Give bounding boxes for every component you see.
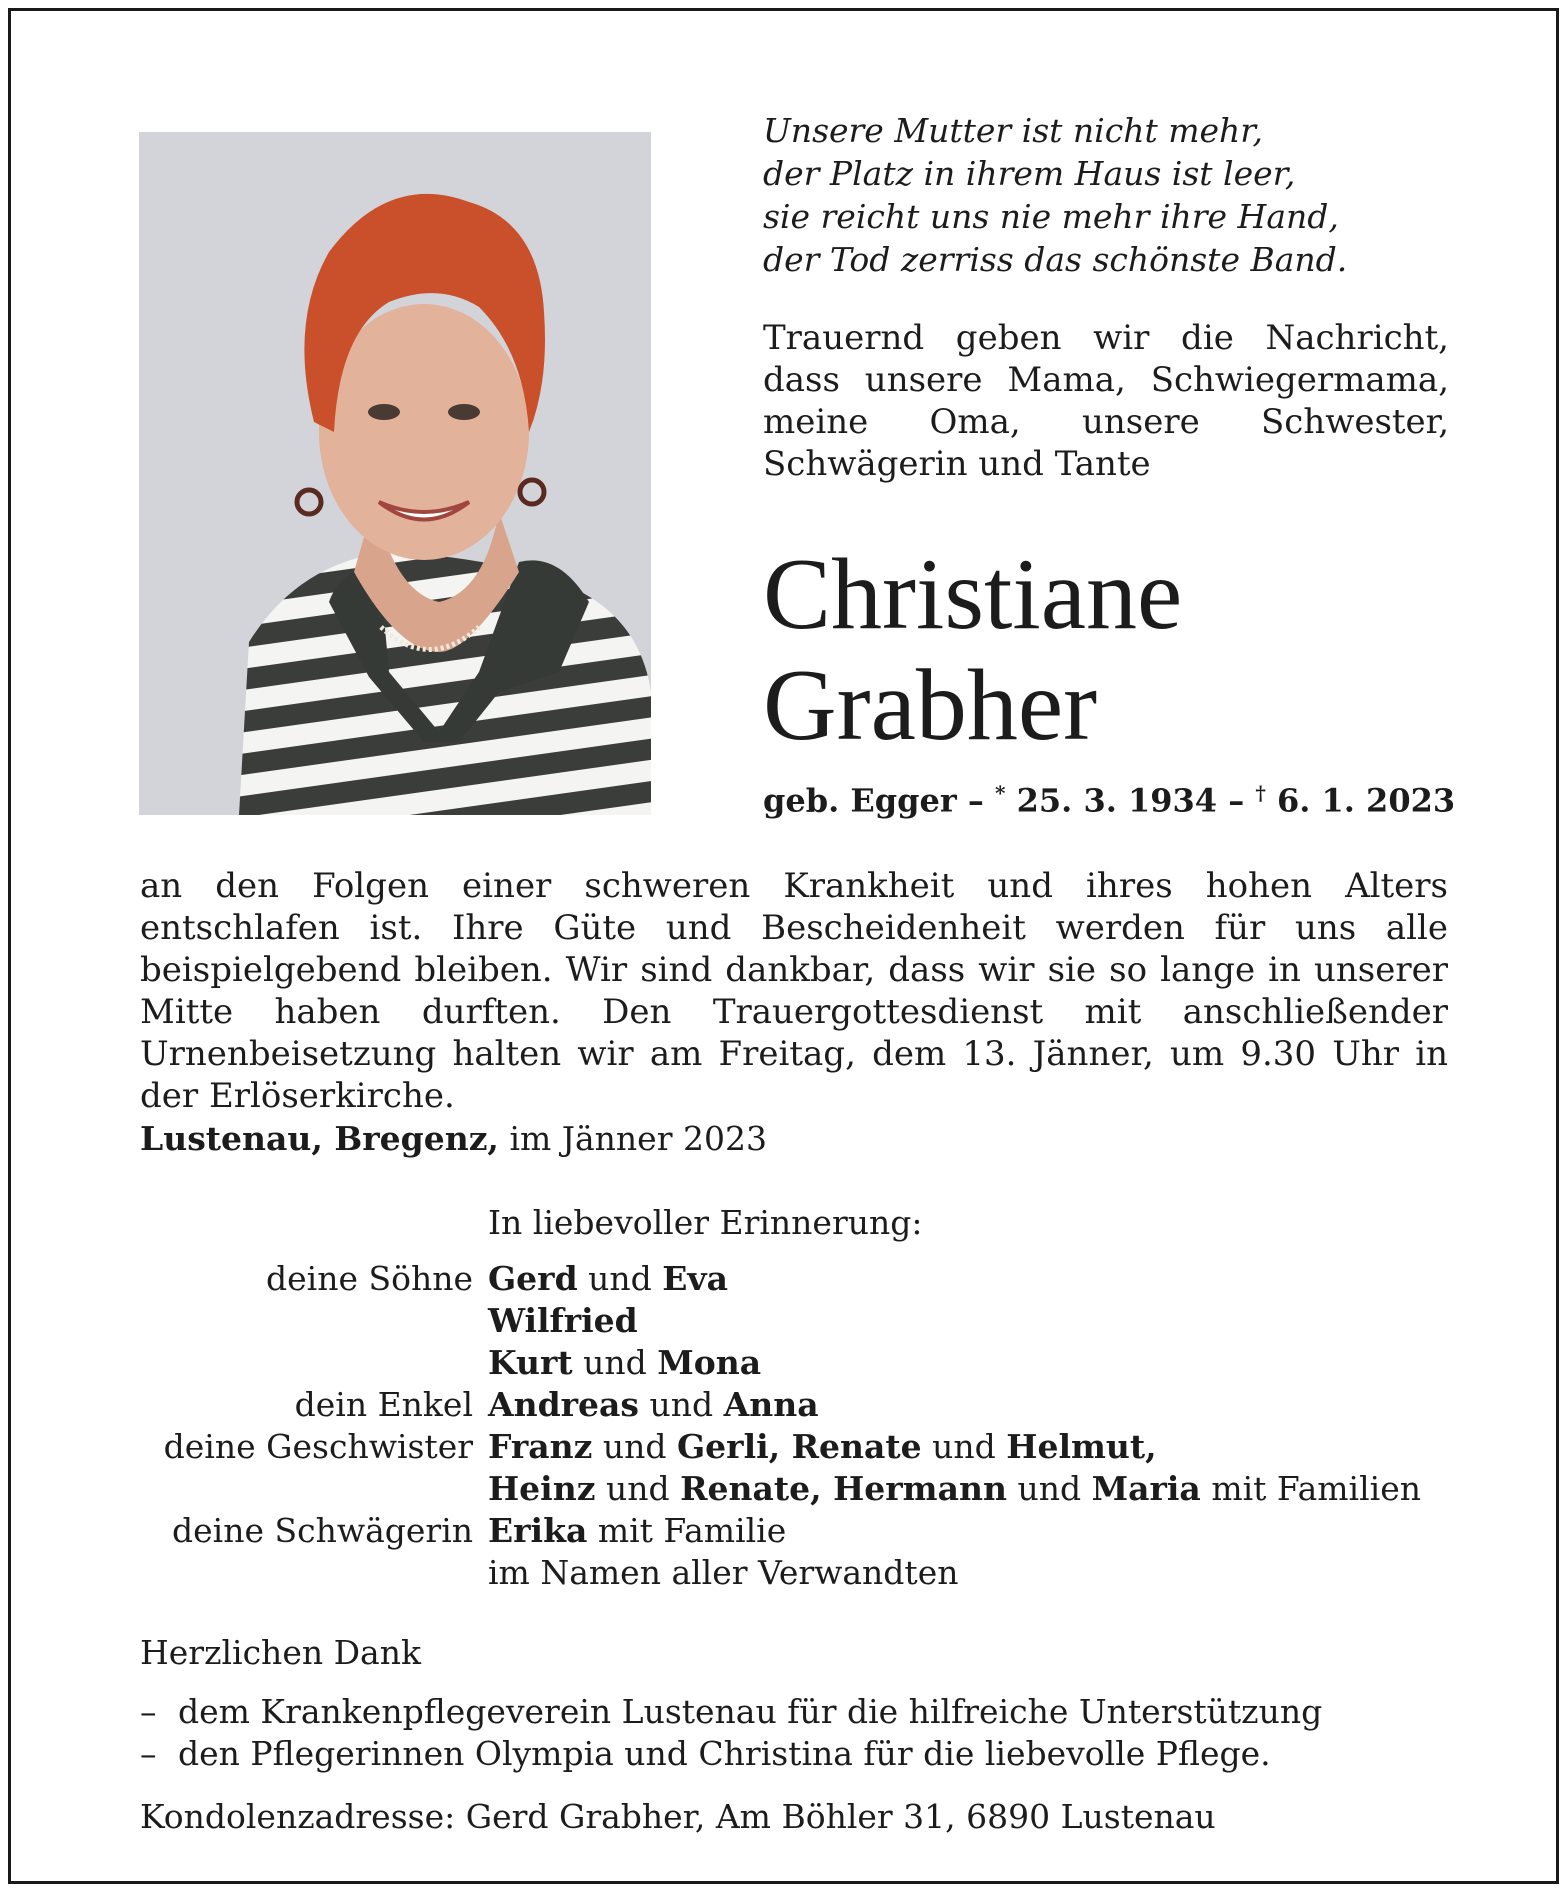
thanks-item [140, 1733, 1440, 1775]
family-names [488, 1426, 1157, 1468]
conjunction: und [1017, 1469, 1082, 1508]
name: Heinz [488, 1469, 596, 1508]
family-row [140, 1426, 1460, 1468]
name: Helmut, [1006, 1427, 1157, 1466]
family-label [140, 1468, 473, 1510]
family-label [140, 1300, 473, 1342]
poem-line: sie reicht uns nie mehr ihre Hand, [763, 197, 1339, 236]
name: Anna [723, 1385, 819, 1424]
conjunction: und [649, 1385, 714, 1424]
poem-line: Unsere Mutter ist nicht mehr, [763, 111, 1263, 150]
name: Erika [488, 1511, 588, 1550]
poem-line: der Platz in ihrem Haus ist leer, [763, 154, 1296, 193]
family-label: deine Schwägerin [172, 1511, 473, 1550]
place-towns: Lustenau, Bregenz, [140, 1119, 499, 1158]
birth-symbol: * [995, 781, 1006, 805]
conjunction: und [932, 1427, 996, 1466]
conjunction: und [588, 1259, 652, 1298]
dash: – [140, 1692, 157, 1731]
family-names [488, 1342, 761, 1384]
intro-text: Trauernd geben wir die Nachricht, dass unsere Mama, Schwiegermama, meine Oma, unsere Schwester, Schwägerin und Tante [763, 318, 1449, 484]
name: Maria [1091, 1469, 1201, 1508]
place-date [140, 1119, 767, 1158]
family-row [140, 1342, 1460, 1384]
name: Gerd [488, 1259, 578, 1298]
name: Kurt [488, 1343, 573, 1382]
family-names [488, 1510, 786, 1552]
life-dates [763, 781, 1455, 820]
family-list [140, 1258, 1460, 1594]
family-label [140, 1552, 473, 1594]
family-names [488, 1300, 638, 1342]
thanks-item [140, 1691, 1440, 1733]
name: Wilfried [488, 1301, 638, 1340]
birth-date: 25. 3. 1934 – [1016, 781, 1245, 820]
death-date: 6. 1. 2023 [1276, 781, 1456, 820]
deceased-name [763, 539, 1463, 761]
family-names [488, 1468, 1421, 1510]
thanks-list [140, 1691, 1440, 1775]
family-row [140, 1384, 1460, 1426]
name: Renate, Hermann [680, 1469, 1007, 1508]
poem [763, 109, 1463, 281]
family-row [140, 1300, 1460, 1342]
conjunction: und [602, 1427, 667, 1466]
name: Eva [662, 1259, 728, 1298]
name: Mona [657, 1343, 762, 1382]
place-month: im Jänner 2023 [509, 1119, 767, 1158]
name: Andreas [488, 1385, 640, 1424]
family-row [140, 1510, 1460, 1552]
name: Franz [488, 1427, 593, 1466]
thanks-heading: Herzlichen Dank [140, 1633, 421, 1672]
last-name: Grabher [763, 649, 1098, 762]
family-suffix: mit Familie [597, 1511, 787, 1550]
thanks-text: dem Krankenpflegeverein Lustenau für die hilfreiche Unterstützung [178, 1692, 1323, 1731]
family-label [140, 1342, 473, 1384]
relatives-line: im Namen aller Verwandten [488, 1553, 959, 1592]
poem-line: der Tod zerriss das schönste Band. [763, 240, 1348, 279]
memory-heading: In liebevoller Erinnerung: [488, 1203, 923, 1242]
family-names [488, 1258, 728, 1300]
body-text: an den Folgen einer schweren Krankheit und ihres hohen Alters entschlafen ist. Ihre Güte und Bescheidenheit werden für uns alle beispielgebend bleiben. Wir sind dankbar, dass wir sie so lange in unserer Mitte haben durften. Den Trauergottesdienst mit anschließender Urnenbeisetzung halten wir am Freitag, dem 13. Jänner, um 9.30 Uhr in der Erlöserkirche. [140, 866, 1448, 1116]
condolence-address: Kondolenzadresse: Gerd Grabher, Am Böhler 31, 6890 Lustenau [140, 1797, 1216, 1836]
death-symbol: † [1255, 781, 1266, 805]
family-label: dein Enkel [294, 1385, 473, 1424]
conjunction: und [605, 1469, 670, 1508]
family-label: deine Söhne [266, 1259, 473, 1298]
first-name: Christiane [763, 538, 1183, 651]
family-names [488, 1384, 819, 1426]
family-suffix: mit Familien [1211, 1469, 1421, 1508]
family-label: deine Geschwister [163, 1427, 473, 1466]
thanks-text: den Pflegerinnen Olympia und Christina für die liebevolle Pflege. [178, 1734, 1271, 1773]
obituary-notice [8, 8, 1559, 1884]
family-row [140, 1552, 1460, 1594]
name: Gerli, Renate [677, 1427, 922, 1466]
portrait-photo [139, 132, 651, 815]
birth-name: geb. Egger – [763, 781, 984, 820]
family-row [140, 1468, 1460, 1510]
portrait-icon [139, 132, 651, 815]
dash: – [140, 1734, 157, 1773]
family-row [140, 1258, 1460, 1300]
conjunction: und [583, 1343, 647, 1382]
